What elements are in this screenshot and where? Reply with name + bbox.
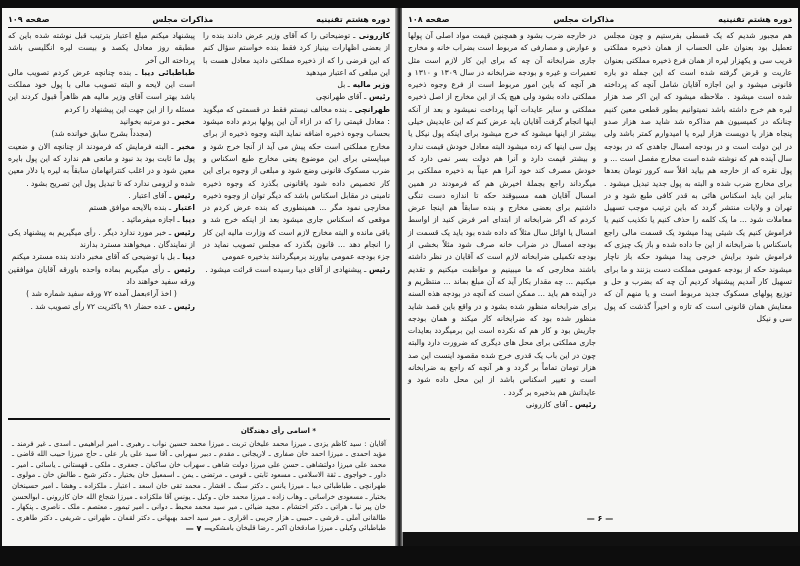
paragraph bbox=[408, 399, 596, 411]
paragraph bbox=[408, 30, 596, 399]
folio-number: — ۷ — bbox=[185, 524, 213, 533]
paragraph-text: ـ آقای طهرانچی bbox=[316, 92, 367, 102]
paragraph-text: ـ اجازه میفرمائید . bbox=[121, 215, 180, 225]
paragraph-text: ـ رأی میگیریم بماده واحده باورقه آقایان موافقین ورقه سفید خواهند داد bbox=[8, 264, 195, 286]
header-title: مذاکرات مجلس bbox=[152, 14, 214, 24]
column-right bbox=[203, 30, 390, 422]
column-left bbox=[408, 30, 596, 510]
folio-number: — ۶ — bbox=[586, 514, 614, 523]
header-title: مذاکرات مجلس bbox=[553, 14, 615, 24]
paragraph-text: پیشنهاد میکنم مبلغ اعتبار بترتیب قبل نوشته شده باین که مطبقه روز معادل یکصد و بیست لیره انگلیسی باشد پرداخته الی آخر bbox=[8, 31, 195, 65]
speaker-name: رئیس bbox=[171, 227, 196, 237]
paragraph-text: ـ توضیحاتی را که آقای وزیر عرض دادند بنده را از بعضی اظهارات بینیاز کرد فقط بنده خواستم سؤال کنم که این قرضی را که از ذخیره مملکتی دادید معادل هست با این مبلغی که اعتبار میدهید bbox=[203, 31, 390, 77]
speaker-name: طباطبائی دیبا bbox=[137, 67, 195, 77]
speaker-name: رئیس bbox=[171, 190, 195, 200]
paragraph bbox=[8, 116, 195, 128]
section-divider bbox=[8, 418, 390, 420]
paragraph bbox=[8, 301, 195, 313]
speaker-name: رئیس bbox=[572, 399, 596, 409]
page-left bbox=[2, 8, 396, 546]
voters-list bbox=[12, 426, 386, 534]
columns bbox=[8, 30, 390, 422]
speaker-name: اعتبار bbox=[171, 203, 195, 213]
scan-top-border bbox=[0, 0, 800, 8]
paragraph bbox=[203, 91, 390, 103]
speaker-name: وزیر مالیه bbox=[349, 80, 390, 90]
speaker-name: کازرونی bbox=[355, 31, 390, 40]
paragraph bbox=[203, 264, 390, 276]
paragraph-text: ـ بل با توضیحی که آقای مخبر دادند بنده مسترد میکنم bbox=[11, 252, 180, 262]
paragraph-text: ـ دو مرتبه بخوانید bbox=[119, 117, 175, 127]
page-number: صفحه ۱۰۹ bbox=[8, 14, 50, 24]
paragraph-text: ( اخذ آراءبعمل آمده ۷۲ ورقه سفید شماره شد ) bbox=[26, 289, 177, 299]
paragraph-text: ـ پیشنهادی از آقای دیبا رسیده است قرائت میشود . bbox=[205, 264, 367, 274]
paragraph bbox=[8, 214, 195, 226]
paragraph bbox=[8, 67, 195, 116]
paragraph-text: ـ خبر مورد ندارد دیگر . رأی میگیریم به پیشنهاد یکی از نمایندگان . میخواهند مسترد بدارند bbox=[8, 227, 195, 250]
speaker-name: رئیس bbox=[171, 301, 195, 311]
paragraph-text: ـ البته فرمایش که فرمودند از چنانچه الان و ضعیت پول ما ثابت بود بد نبود و مانعی هم ندارد که این پول بایره معین شود و در اغلب کنترانهامان سابقاً به لیره یا دلار معین شده و لزومی ندارد که تا تبدیل پول این تصریح بشود . bbox=[8, 141, 195, 188]
session-label: دوره هشتم تقنینیه bbox=[316, 14, 390, 24]
paragraph bbox=[8, 190, 195, 202]
paragraph-text: ـ عده حضار ۹۱ باکثریت ۷۲ رأی تصویب شد . bbox=[30, 301, 172, 311]
paragraph-text: در خارجه ضرب بشود و همچنین قیمت مواد اصلی آن پولها و عوارض و مصارفی که مربوط است بضراب خانه و مخارج جاری ضرابخانه آن چه که برای این کار لازم است مثل تعمیرات و غیره و بودجه ضرابخانه در سال ۱۳۰۹ و ۱۳۱۰ و هر آنچه که باین امور مربوط است از فرع وجوه ذخیره مملکتی داده بشود ولی هیچ یک از این مخارج از اصل ذخیره مملکتی و سایر عایدات آنها پرداخت نمیشود و بعد از آنکه اینها انجام گرفت آقایان باید عرض کنم که این عایدیش خیلی بیشتر از اینها میشود که خرج میشود برای اینکه پول نیکل یا پول سی اینها که زده میشود البته معادل خودش قیمت ندارد و بیشتر قیمت دارد و آنرا هم دولت بسر نمی دارد که خودش مصرف کند خود آنرا هم عیناً به ذخیره مملکتی بر میگرداند راجع بجملهٔ اخیرش هم که فرمودند در همین امسال آقایان همه مسبوقند حکه تا اندازه دست تنگی داشتیم برای بعضی مخارج و بنده سابقاً هم اینجا عرض کردم که اگر ضرابخانه از ابتدای امر فرض کنید از اواسط امسال یا اوائل سال مثلاً که داده شده بود باید یک قسمت از بودجه امسال در ضراب خانه صرف شود مثلاً بخشی از بودجه تکمیلی ضرابخانه لازم است که آقایان در نظر داشته باشند مخارجی که ما میبینیم و مواظبت میکنیم و تقدیم میکنیم ... چه مقدار بکار آید که آن مبلغ بماند ... منتظریم و در آینده هم باید ... ممکن است که آنچه در بودجه هذه السنه برای ضرابخانه منظور شده بشود و در واقع باین قصد شاید منظور شده بود که ضرابخانه کار میکند و همان بودجه جاریش بود و کار هم که نکرده است این برمیگردد بعایدات جاری مملکتی برای محل های دیگری که ضرورت دارد والبته چون در این باب یک قدری خرج شده مقصود اینست این صد هزار تومان تماماً بر گردد و هر آنچه که راجع به ضرابخانه است و تغییر اسکناس باشد از این محل داده شود و عایداتش هم بذخیره بر گردد . bbox=[408, 31, 596, 397]
paragraph bbox=[8, 141, 195, 190]
column-left bbox=[8, 30, 195, 422]
paragraph bbox=[203, 104, 390, 264]
speaker-name: دیبا bbox=[179, 252, 195, 262]
paragraph bbox=[203, 30, 390, 79]
paragraph bbox=[8, 30, 195, 67]
paragraph-text: ـ بنده بالایحه موافق هستم bbox=[88, 203, 172, 213]
paragraph bbox=[8, 264, 195, 289]
paragraph bbox=[8, 128, 195, 140]
speaker-name: رئیس bbox=[169, 264, 195, 274]
speaker-name: مخبر bbox=[173, 141, 195, 151]
paragraph bbox=[8, 251, 195, 263]
paragraph-text: ـ بنده مخالف نیستم فقط در قسمتی که میگوید : معادل قیمتی را که در ازاء آن این پولها بردم داده میشود بحساب وجوه ذخیره اضافه نماید البته وجوه ذخیره از برای مخارج مملکتی است حکه پیش می آید از آنجا خرج شود و میبایستی برای این موضوع یعنی مخارج طبع اسکناس و ضرب مسکوک قانونی وضع شود و مبلغی از وجوه برای این کار تخصیص داده شود یاقانونی بگذرد که وجوه ذخیره تامینی در مقابل اسکناس باشد که دیگر توان از وجوه ذخیره مخارجی نمود مگر ... همینطوری که بنده عرض کردم در موقعی که اسکناس جاری میشود بعد از اینکه خرج شد و باقی مانده و البته مخارج لازم است که وزارت مالیه این کار را انجام دهد ... قانون بگذرد که مجلس تصویب نماید در جزء بودجه عمومی بیاورند برمیگردانند بذخیره عمومی bbox=[203, 104, 390, 262]
speaker-name: رئیس bbox=[366, 264, 390, 274]
speaker-name: مخبر bbox=[174, 117, 195, 127]
page-number: صفحه ۱۰۸ bbox=[408, 14, 450, 24]
paragraph bbox=[604, 30, 792, 325]
speaker-name: طهرانچی bbox=[351, 104, 390, 114]
voters-names: آقایان : سید کاظم یزدی ـ میرزا محمد علیخان تربت ـ میرزا محمد حسین نواب ـ رهبری ـ امیر ابراهیمی ـ اسدی ـ غیر فرمند ـ مؤید احمدی ـ میرزا احمد خان صفاری ـ لاریجانی ـ مقدم ـ دبیر سهرابی ـ آقا سید علی یار علی ـ حاج میرزا حبیب الله قاضی ـ محمد علی میرزا دولتشاهی ـ حسن علی میرزا دولت شاهی ـ سهراب خان ساکیان ـ جعفری ـ ملکی ـ قهستانی ـ یاسائی ـ امیر ـ داور ـ خواجوی ـ ثقة الاسلامی ـ مسعود ثابتی ـ قومی ـ مرتضی ـ یمن ـ اسمعیل خان بختیار ـ دکتر شیخ ـ طالش خان ـ مولوی ـ طهرانچی ـ طباطبائی دیبا ـ میرزا یانس ـ دکتر سنگ ـ افشار ـ محمد تقی خان اسعد ـ اعتبار ـ ملکزاده ـ وهشا ـ امیر حسینخان بختیار ـ مسعودی خراسانی ـ وهاب زاده ـ میرزا محمد خان ـ وکیل ـ یونس آقا ملکزاده ـ میرزا شجاع الله خان کازرونی ـ ابوالحسن خان پیر نیا ـ هراتی ـ دکتر احتشام ـ مجید ضیائی ـ میر سید محمد محیط ـ دوانی ـ امیر تیمور ـ معتصم ـ ملک ـ ناصری ـ پنکهار ـ طالقانی آملی ـ قرشی ـ حبیبی ـ هزار جریبی ـ اقراری ـ میر سید احمد بهبهانی ـ دکتر لقمان ـ طهرانی ـ شریفی ـ دکتر طاهری ـ طباطبائی وکیلی ـ میرزا صادقخان اکبر ـ رضا قلیخان بامشکی bbox=[12, 439, 386, 533]
paragraph-text: هم مجبور شدیم که یک قسطی بفرستیم و چون مجلس تعطیل بود بعنوان علی الحساب از همان ذخیره مملکتی قریب سی و یکهزار لیره از همان فرع ذخیره مملکتی بعنوان عاریت و قرض گرفته شده است که این جمله دو باره قانونی میشود و این اجازه آقایان شامل آنچه که پرداخته شده است میشود . ملاحظه میشود که این اکر صد هزار لیره هم خرج داشته باشد نمیتوانیم بطور قطعی معین کنیم چنانکه در کمیسیون هم مذاکره شد شاید صد هزار صدو پنجاه هزار یا دویست هزار لیره یا امیدوارم کمتر باشد ولی در این دولت است و در بودجه امسال جاهدی که در بودجه سال آینده هم که نوشته شده است مخارج مفصل است ... و پول نقره که از خارجه هم بیاید اقلاً سه کرور تومان بعدها برای مخارج ضرب شده و البته به پول جدید تبدیل میشود . بنابر این باید اسکناس هائی به قدر کافی طبع شود و در تهران و ولایات منتشر گردد که باین ترتیب موجب تسهیل معاملات شود ... ما یک کلمه را حذف کنیم یا تکذیب کنیم یا فراموش کنیم یک شیئی پیدا میشود یک قسمت مالی راجع باسکناس با ضرابخانه از این جا داده شده و باز یک چیزی که فراموش شود برایش خرجی پیدا میشود حکه باز ناچار میشوند حکه از بودجه عمومی مملکت دست بزنند و ما برای تسهیل کار آمدیم پیشنهاد کردیم آن چه که بضرب و حل و توزیع پولهای مسکوک جدید مربوط است و یا منهم آن که معنایش همان قانونی است که تازه و اخیراً گذشت که پول سی و نیکل bbox=[604, 31, 792, 323]
scan-bottom-border bbox=[0, 546, 800, 566]
column-right bbox=[604, 30, 792, 510]
voters-title: * اسامی رأی دهندگان bbox=[240, 427, 316, 435]
session-label: دوره هشتم تقنینیه bbox=[718, 14, 792, 24]
paragraph-text: ـ آقای اعتبار . bbox=[128, 190, 172, 200]
page-header bbox=[408, 12, 792, 26]
page-header bbox=[8, 12, 390, 26]
columns bbox=[408, 30, 792, 510]
paragraph-text: ـ بل bbox=[337, 80, 350, 90]
paragraph bbox=[8, 288, 195, 300]
paragraph bbox=[8, 227, 195, 252]
header-rule bbox=[408, 27, 792, 29]
paragraph-text: ـ بنده چنانچه عرض کردم تصویب مالی است این لایحه و البته تصویب مالی با پول خود مملکت باشد بهتر است آقای وزیر مالیه هم ظاهراً قبول کردند این مسئله را از این جهت این پیشنهاد را کردم bbox=[8, 67, 195, 114]
paragraph-text: (مجدداً بشرح سابق خوانده شد) bbox=[51, 129, 152, 139]
paragraph bbox=[8, 202, 195, 214]
paragraph-text: ـ آقای کازرونی bbox=[525, 399, 573, 409]
speaker-name: رئیس bbox=[366, 92, 390, 102]
header-rule bbox=[8, 27, 390, 29]
paragraph bbox=[203, 79, 390, 91]
page-right bbox=[402, 8, 798, 532]
speaker-name: دیبا bbox=[179, 215, 195, 225]
